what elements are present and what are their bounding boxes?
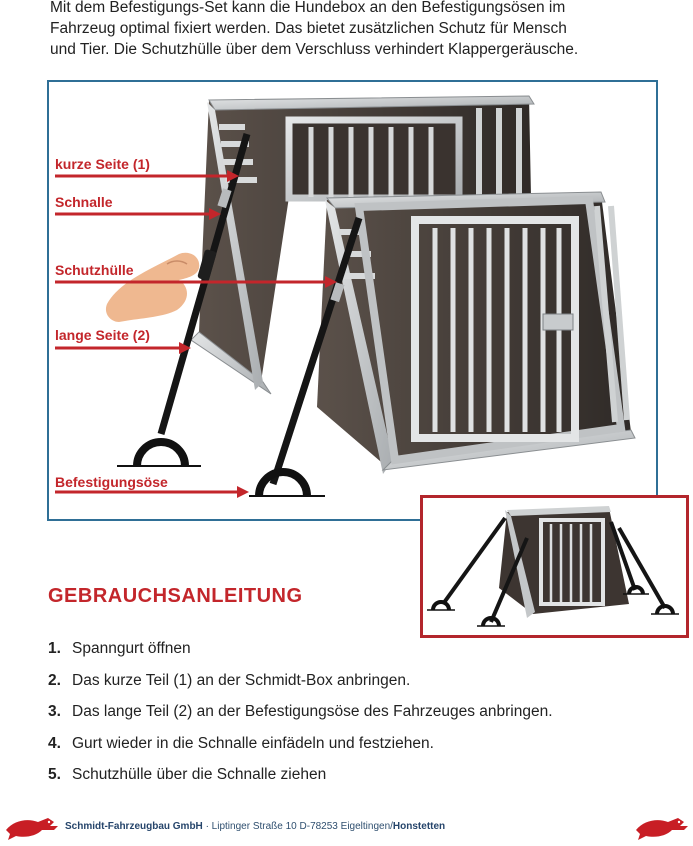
front-dog-box: [317, 192, 635, 474]
step-text: Gurt wieder in die Schnalle einfädeln und festziehen.: [72, 734, 434, 752]
running-dog-logo-icon: [4, 812, 60, 842]
step-number: 4.: [48, 734, 61, 752]
instruction-list: [48, 640, 553, 798]
label-short-side: kurze Seite (1): [55, 156, 150, 172]
step-number: 5.: [48, 766, 61, 783]
label-cover: Schutzhülle: [55, 262, 134, 278]
step-number: 2.: [48, 671, 61, 689]
footer-company: Schmidt-Fahrzeugbau GmbH: [65, 821, 203, 832]
step-text: Das kurze Teil (1) an der Schmidt-Box anbringen.: [72, 671, 411, 689]
list-item: [48, 766, 553, 798]
step-text: Schutzhülle über die Schnalle ziehen: [72, 766, 327, 783]
footer-address: [65, 821, 445, 832]
list-item: [48, 672, 553, 704]
footer-street: · Liptinger Straße 10 D-78253 Eigeltingen/: [202, 821, 393, 832]
footer: [0, 808, 693, 846]
section-title: GEBRAUCHSANLEITUNG: [48, 585, 303, 607]
running-dog-logo-icon: [634, 812, 690, 842]
list-item: [48, 703, 553, 735]
eyelet-left: [117, 442, 201, 466]
intro-line-1: Mit dem Befestigungs-Set kann die Hundebox an den Befestigungsösen im: [50, 0, 566, 16]
eyelet-right: [249, 472, 325, 496]
list-item: [48, 735, 553, 767]
step-number: 3.: [48, 703, 61, 720]
list-item: [48, 640, 553, 672]
label-eyelet: Befestigungsöse: [55, 474, 168, 490]
label-buckle: Schnalle: [55, 194, 113, 210]
dog-box-inset-illustration: [423, 498, 686, 635]
label-long-side: lange Seite (2): [55, 327, 150, 343]
step-number: 1.: [48, 640, 61, 657]
step-text: Das lange Teil (2) an der Befestigungsöse des Fahrzeuges anbringen.: [72, 703, 553, 720]
inset-photo: [420, 495, 689, 638]
intro-text: [50, 0, 630, 60]
intro-line-2: Fahrzeug optimal fixiert werden. Das bietet zusätzlichen Schutz für Mensch: [50, 20, 567, 37]
step-text: Spanngurt öffnen: [72, 640, 191, 657]
dog-box-illustration: [49, 82, 656, 519]
intro-line-3: und Tier. Die Schutzhülle über dem Verschluss verhindert Klappergeräusche.: [50, 41, 579, 58]
product-diagram: [47, 80, 658, 521]
footer-town: Honstetten: [392, 821, 446, 832]
